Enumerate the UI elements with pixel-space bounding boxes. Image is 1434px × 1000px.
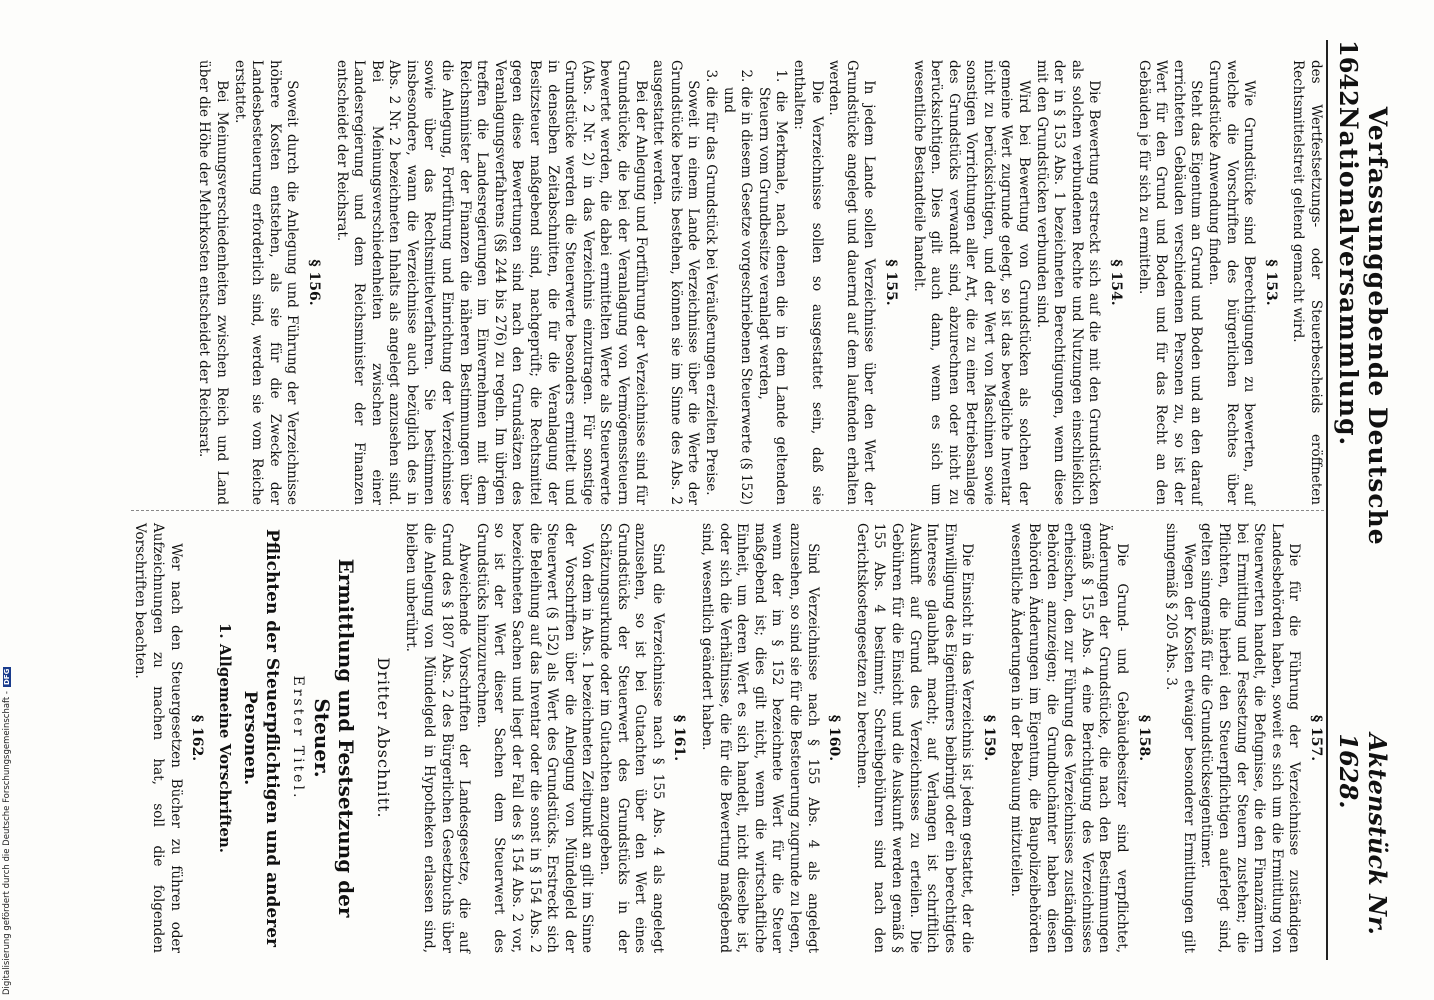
list-item: 1. die Merkmale, nach denen die in dem Lande geltenden Steuern vom Grundbesitze veranlagt werden, — [755, 69, 790, 505]
paragraph: Die Einsicht in das Verzeichnis ist jedem gestattet, der die Einwilligung des Eigentümers beibringt oder ein berechtigtes Interesse glaubhaft macht; auf Verlangen ist schriftlich Auskunft auf Grund des Verzeichnisses zu erteilen. Die Gebühren für die Einsicht und die Auskunft werden gemäß § 155 Abs. 4 bestimmt; Schreibgebühren sind nach den Gerichtskostengesetzen zu berechnen. — [853, 523, 976, 953]
paragraph: Die Verzeichnisse sollen so ausgestattet sein, daß sie enthalten: — [790, 60, 825, 505]
list-item: 3. die für das Grundstück bei Veräußerungen erzielten Preise. — [703, 69, 719, 496]
section-title: § 157. — [1308, 714, 1324, 762]
title-name: Pflichten der Steuerpflichtigen und anderer Personen. — [239, 529, 282, 947]
footer-text: Digitalisierung gefördert durch die Deutsche Forschungsgemeinschaft - — [2, 691, 12, 995]
left-column — [195, 60, 1324, 505]
subtitle: 1. Allgemeine Vorschriften. — [215, 622, 234, 854]
paragraph: Sind Verzeichnisse nach § 155 Abs. 4 als angelegt anzusehen, so sind sie für die Besteuerung zugrunde zu legen, wenn der im § 152 bezeichnete Wert für die Steuer maßgebend ist; dies gilt nicht, wenn die wirtschaftliche Einheit, um deren Wert es sich handelt, nicht dieselbe ist, oder sich die Verhältnisse, die für die Bewertung maßgebend sind, wesentlich geändert haben. — [699, 523, 821, 953]
paragraph: Soweit in einem Lande Verzeichnisse über die Werte der Grundstücke bereits bestehen, können sie im Sinne des Abs. 2 ausgestattet werden. — [650, 60, 702, 505]
paragraph: Wird bei Bewertung von Grundstücken als solchen der gemeine Wert zugrunde gelegt, so ist das bewegliche Inventar nicht zu berücksichtigen, und der Wert von Maschinen sowie sonstigen Vorrichtungen aller Art, die zu einer Betriebsanlage des Grundstücks verwandt sind, abzurechnen oder nicht zu berücksichtigen. Dies gilt auch dann, wenn es sich um wesentliche Bestandteile handelt. — [910, 60, 1033, 505]
section-heading-title: Ermittlung und Festsetzung der Steuer. — [310, 558, 359, 918]
paragraph: Die Bewertung erstreckt sich auf die mit den Grundstücken als solchen verbundenen Rechte und Nutzungen einschließlich der in § 153 Abs. 1 bezeichneten Berechtigungen, wenn diese mit den Grundstücken verbunden sind. — [1033, 60, 1103, 505]
section-title: § 156. — [305, 259, 322, 306]
paragraph: Wer nach den Steuergesetzen Bücher zu führen oder Aufzeichnungen zu machen hat, soll die folgenden Vorschriften beachten. — [132, 523, 184, 953]
paragraph: Von dem in Abs. 1 bezeichneten Zeitpunkt an gilt im Sinne der Vorschriften über die Anlegung von Mündelgeld der Steuerwert (§ 152) als Wert des Grundstücks. Erstreckt sich die Beleihung auf das Inventar oder die sonst in § 154 Abs. 2 bezeichneten Sachen und liegt der Fall des § 154 Abs. 2 vor, so ist der Wert dieser Sachen dem Steuerwert des Grundstücks hinzuzurechnen. — [473, 523, 596, 953]
page-title: Verfassunggebende Deutsche Nationalversammlung. — [1334, 106, 1392, 546]
title-heading: Erster Titel. — [290, 675, 307, 801]
paragraph: Die für die Führung der Verzeichnisse zuständigen Landesbehörden haben, soweit es sich um die Ermittlung von Steuerwerten handelt, die Befugnisse, die den Finanzämtern bei Ermittlung und Festsetzung der Steuern zustehen; die Pflichten, die hierbei den Steuerpflichtigen auferlegt sind, gelten sinngemäß für die Grundstückseigentümer. — [1198, 523, 1303, 953]
section-title: § 153. — [1262, 259, 1279, 306]
paragraph: Wie Grundstücke sind Berechtigungen zu bewerten, auf welche die Vorschriften des bürgerlichen Rechtes über Grundstücke Anwendung finden. — [1206, 60, 1258, 505]
paragraph: Steht das Eigentum an Grund und Boden und an den darauf errichteten Gebäuden verschiedenen Personen zu, so ist der Wert für den Grund und Boden und für das Recht an den Gebäuden je für sich zu ermitteln. — [1135, 60, 1205, 505]
paragraph: In jedem Lande sollen Verzeichnisse über den Wert der Grundstücke angelegt und dauernd auf dem laufenden erhalten werden. — [826, 60, 878, 505]
list-item: 2. die in diesem Gesetze vorgeschriebenen Steuerwerte (§ 152) und — [720, 69, 755, 505]
paragraph: Abweichende Vorschriften der Landesgesetze, die auf Grund des § 1807 Abs. 2 des Bürgerlichen Gesetzbuchs über die Anlegung von Mündelgeld in Hypotheken erlassen sind, bleiben unberührt. — [403, 523, 473, 953]
section-heading: Dritter Abschnitt. — [373, 657, 393, 819]
section-title: § 160. — [826, 714, 843, 762]
section-title: § 159. — [980, 714, 997, 762]
paragraph: Soweit durch die Anlegung und Führung der Verzeichnisse höhere Kosten entstehen, als sie für die Zwecke der Landesbesteuerung erforderlich sind, werden sie vom Reiche erstattet. — [231, 60, 301, 505]
paragraph: des Wertfestsetzungs- oder Steuerbescheids eröffneten Rechtsmittelstreit geltend gemacht wird. — [1290, 60, 1324, 505]
paragraph: Die Grund- und Gebäudebesitzer sind verpflichtet, Änderungen der Grundstücke, die nach den Bestimmungen gemäß § 155 Abs. 4 eine Berichtigung des Verzeichnisses erheischen, den zur Führung des Verzeichnisses zuständigen Behörden anzuzeigen; die Grundbuchämter haben diesen Behörden Änderungen im Eigentum, die Baupolizeibehörden wesentliche Änderungen in der Bebauung mitzuteilen. — [1008, 523, 1131, 953]
right-column — [131, 510, 1324, 953]
page-number: 1642 — [1334, 40, 1363, 107]
paragraph: Sind die Verzeichnisse nach § 155 Abs. 4 als angelegt anzusehen, so ist bei Gutachten über den Wert eines Grundstücks der Steuerwert des Grundstücks in der Schätzungsurkunde oder im Gutachten anzugeben. — [597, 523, 666, 953]
paragraph: Bei der Anlegung und Fortführung der Verzeichnisse sind für Grundstücke, die bei der Veranlagung von Vermögenssteuern bewertet werden, die dabei ermittelten Werte als Steuerwerte (Abs. 2 Nr. 2) in das Verzeichnis einzutragen. Für sonstige Grundstücke werden die Steuerwerte besonders ermittelt und in denselben Zeitabschnitten, die für die Veranlagung der Besitzsteuer maßgebend sind, nachgeprüft; die Rechtsmittel gegen diese Bewertungen sind nach den Grundsätzen des Veranlagungsverfahrens (§§ 244 bis 276) zu regeln. Im übrigen treffen die Landesregierungen im Einvernehmen mit dem Reichsminister der Finanzen die näheren Bestimmungen über die Anlegung, Fortführung und Einrichtung der Verzeichnisse sowie über das Rechtsmittelverfahren. Sie bestimmen insbesondere, wann die Verzeichnisse auch bezüglich des in Abs. 2 Nr. 2 bezeichneten Inhalts als angelegt anzusehen sind. Bei Meinungsverschiedenheiten zwischen einer Landesregierung und dem Reichsminister der Finanzen entscheidet der Reichsrat. — [333, 60, 649, 505]
section-title: § 162. — [189, 714, 206, 762]
page-header — [1326, 40, 1392, 960]
digitization-footer — [2, 600, 12, 995]
paragraph: Wegen der Kosten etwaiger besonderer Ermittlungen gilt sinngemäß § 205 Abs. 3. — [1163, 523, 1197, 953]
section-title: § 158. — [1135, 714, 1152, 762]
document-number: Aktenstück Nr. 1628. — [1334, 733, 1392, 935]
dfg-logo: DFG — [3, 668, 11, 686]
section-title: § 161. — [671, 714, 688, 762]
section-title: § 154. — [1108, 259, 1125, 306]
section-title: § 155. — [882, 259, 899, 306]
paragraph: Bei Meinungsverschiedenheiten zwischen Reich und Land über die Höhe der Mehrkosten entscheidet der Reichsrat. — [196, 60, 230, 505]
